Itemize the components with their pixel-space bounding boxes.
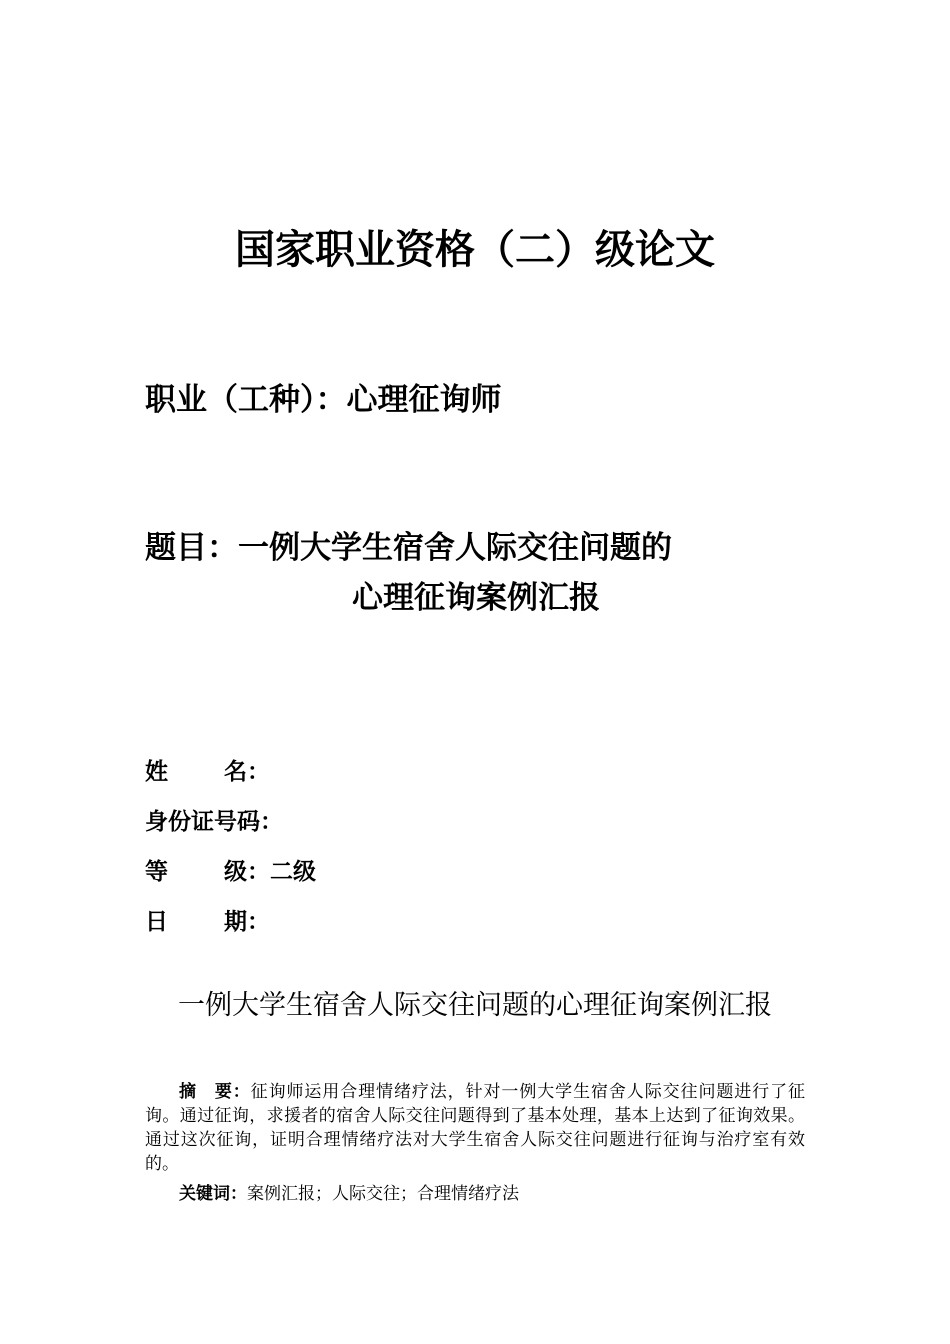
name-field bbox=[145, 756, 270, 788]
name-label: 姓 名： bbox=[145, 759, 270, 785]
id-field bbox=[145, 806, 283, 838]
topic-line-1 bbox=[145, 524, 672, 572]
keywords-line bbox=[179, 1182, 519, 1206]
abstract-text: 征询师运用合理情绪疗法，针对一例大学生宿舍人际交往问题进行了征询。通过征询，求援者的宿舍人际交往问题得到了基本处理，基本上达到了征询效果。通过这次征询，证明合理情绪疗法对大学生宿舍人际交往问题进行征询与治疗室有效的。 bbox=[145, 1082, 806, 1174]
level-value: 二级 bbox=[270, 859, 316, 885]
occupation-line bbox=[145, 376, 502, 424]
document-title: 国家职业资格（二）级论文 bbox=[235, 227, 715, 273]
topic-label: 题目： bbox=[145, 530, 238, 566]
id-label: 身份证号码： bbox=[145, 809, 283, 835]
article-subtitle: 一例大学生宿舍人际交往问题的心理征询案例汇报 bbox=[178, 990, 772, 1021]
level-label: 等 级： bbox=[145, 859, 270, 885]
date-field bbox=[145, 906, 270, 938]
topic-text-2: 心理征询案例汇报 bbox=[352, 580, 600, 616]
keywords-label: 关键词： bbox=[179, 1184, 247, 1204]
level-field bbox=[145, 856, 316, 888]
date-label: 日 期： bbox=[145, 909, 270, 935]
occupation-label: 职业（工种）： bbox=[145, 382, 347, 418]
abstract-paragraph bbox=[145, 1080, 805, 1176]
abstract-label: 摘 要： bbox=[179, 1082, 251, 1102]
occupation-value: 心理征询师 bbox=[346, 382, 502, 418]
topic-text-1: 一例大学生宿舍人际交往问题的 bbox=[238, 530, 672, 566]
keywords-text: 案例汇报；人际交往；合理情绪疗法 bbox=[247, 1184, 519, 1204]
